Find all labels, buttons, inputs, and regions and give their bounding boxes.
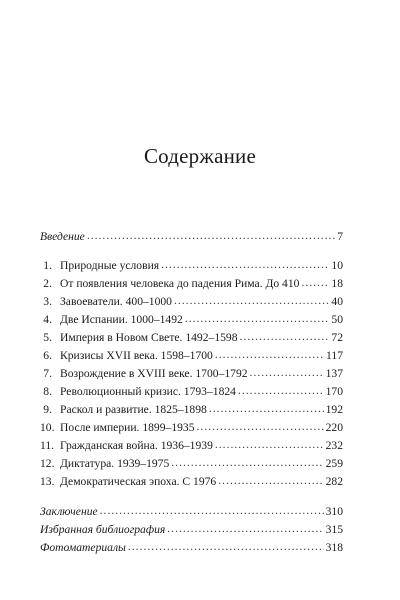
toc-entry-page: 50 [331,313,343,326]
toc-entry-label: Революционный кризис. 1793–1824 [60,385,236,398]
toc-entry-chapter [40,349,343,365]
toc-entry-number: 8. [43,385,52,398]
toc-entry-number: 2. [43,277,52,290]
toc-leader-dots [209,402,324,415]
toc-entry-page: 192 [325,403,343,416]
toc-leader-dots [185,312,330,325]
toc-entry-number: 4. [43,313,52,326]
toc-leader-dots [161,258,329,271]
toc-entry-chapter [40,385,343,401]
toc-entry-chapter [40,367,343,383]
toc-leader-dots [250,366,324,379]
toc-leader-dots [128,540,324,553]
toc-entry-chapter [40,313,343,329]
toc-entry-photos [40,541,343,557]
toc-entry-label: Фотоматериалы [40,541,126,554]
toc-entry-page: 232 [325,439,343,452]
toc-entry-page: 170 [325,385,343,398]
toc-entry-page: 137 [325,367,343,380]
toc-leader-dots [171,456,323,469]
toc-entry-number: 9. [43,403,52,416]
toc-entry-introduction [40,230,343,246]
toc-entry-label: Две Испании. 1000–1492 [60,313,183,326]
toc-entry-chapter [40,331,343,347]
toc-entry-label: Раскол и развитие. 1825–1898 [60,403,207,416]
toc-entry-page: 315 [325,523,343,536]
toc-entry-label: Кризисы XVII века. 1598–1700 [60,349,213,362]
toc-entry-page: 318 [325,541,343,554]
toc-leader-dots [218,474,323,487]
toc-entry-chapter [40,295,343,311]
toc-entry-page: 282 [325,475,343,488]
toc-leader-dots [100,504,324,517]
toc-entry-page: 310 [325,505,343,518]
toc-entry-number: 10. [40,421,55,434]
toc-entry-number: 11. [40,439,55,452]
toc-entry-label: Диктатура. 1939–1975 [60,457,170,470]
toc-entry-label: Завоеватели. 400–1000 [60,295,172,308]
toc-entry-number: 5. [43,331,52,344]
toc-entry-number: 7. [43,367,52,380]
toc-entry-chapter [40,277,343,293]
toc-entry-chapter [40,259,343,275]
toc-entry-page: 7 [337,230,343,243]
toc-entry-chapter [40,475,343,491]
toc-leader-dots [238,384,324,397]
toc-entry-chapter [40,403,343,419]
toc-entry-label: Введение [40,230,85,243]
page-title: Содержание [143,144,257,168]
toc-entry-label: После империи. 1899–1935 [60,421,195,434]
toc-entry-label: Избранная библиография [40,523,166,536]
toc-leader-dots [87,229,335,242]
toc-entry-chapter [40,439,343,455]
toc-entry-page: 10 [331,259,343,272]
toc-entry-page: 259 [325,457,343,470]
toc-leader-dots [301,276,329,289]
toc-entry-page: 117 [326,349,343,362]
toc-entry-label: От появления человека до падения Рима. До 410 [60,277,300,290]
toc-entry-label: Заключение [40,505,98,518]
toc-leader-dots [215,438,324,451]
toc-entry-label: Демократическая эпоха. С 1976 [60,475,217,488]
toc-entry-bibliography [40,523,343,539]
toc-entry-page: 18 [331,277,343,290]
toc-entry-number: 3. [43,295,52,308]
toc-entry-chapter [40,421,343,437]
toc-leader-dots [197,420,324,433]
toc-entry-label: Возрождение в XVIII веке. 1700–1792 [60,367,248,380]
toc-leader-dots [167,522,323,535]
toc-entry-page: 40 [331,295,343,308]
toc-entry-chapter [40,457,343,473]
toc-entry-page: 72 [331,331,343,344]
toc-entry-page: 220 [325,421,343,434]
toc-leader-dots [174,294,329,307]
toc-leader-dots [240,330,330,343]
toc-entry-label: Империя в Новом Свете. 1492–1598 [60,331,238,344]
toc-entry-number: 12. [40,457,55,470]
toc-entry-label: Природные условия [60,259,160,272]
toc-entry-conclusion [40,505,343,521]
toc-leader-dots [215,348,324,361]
toc-entry-number: 6. [43,349,52,362]
toc-entry-number: 13. [40,475,55,488]
toc-entry-label: Гражданская война. 1936–1939 [60,439,213,452]
toc-entry-number: 1. [43,259,52,272]
